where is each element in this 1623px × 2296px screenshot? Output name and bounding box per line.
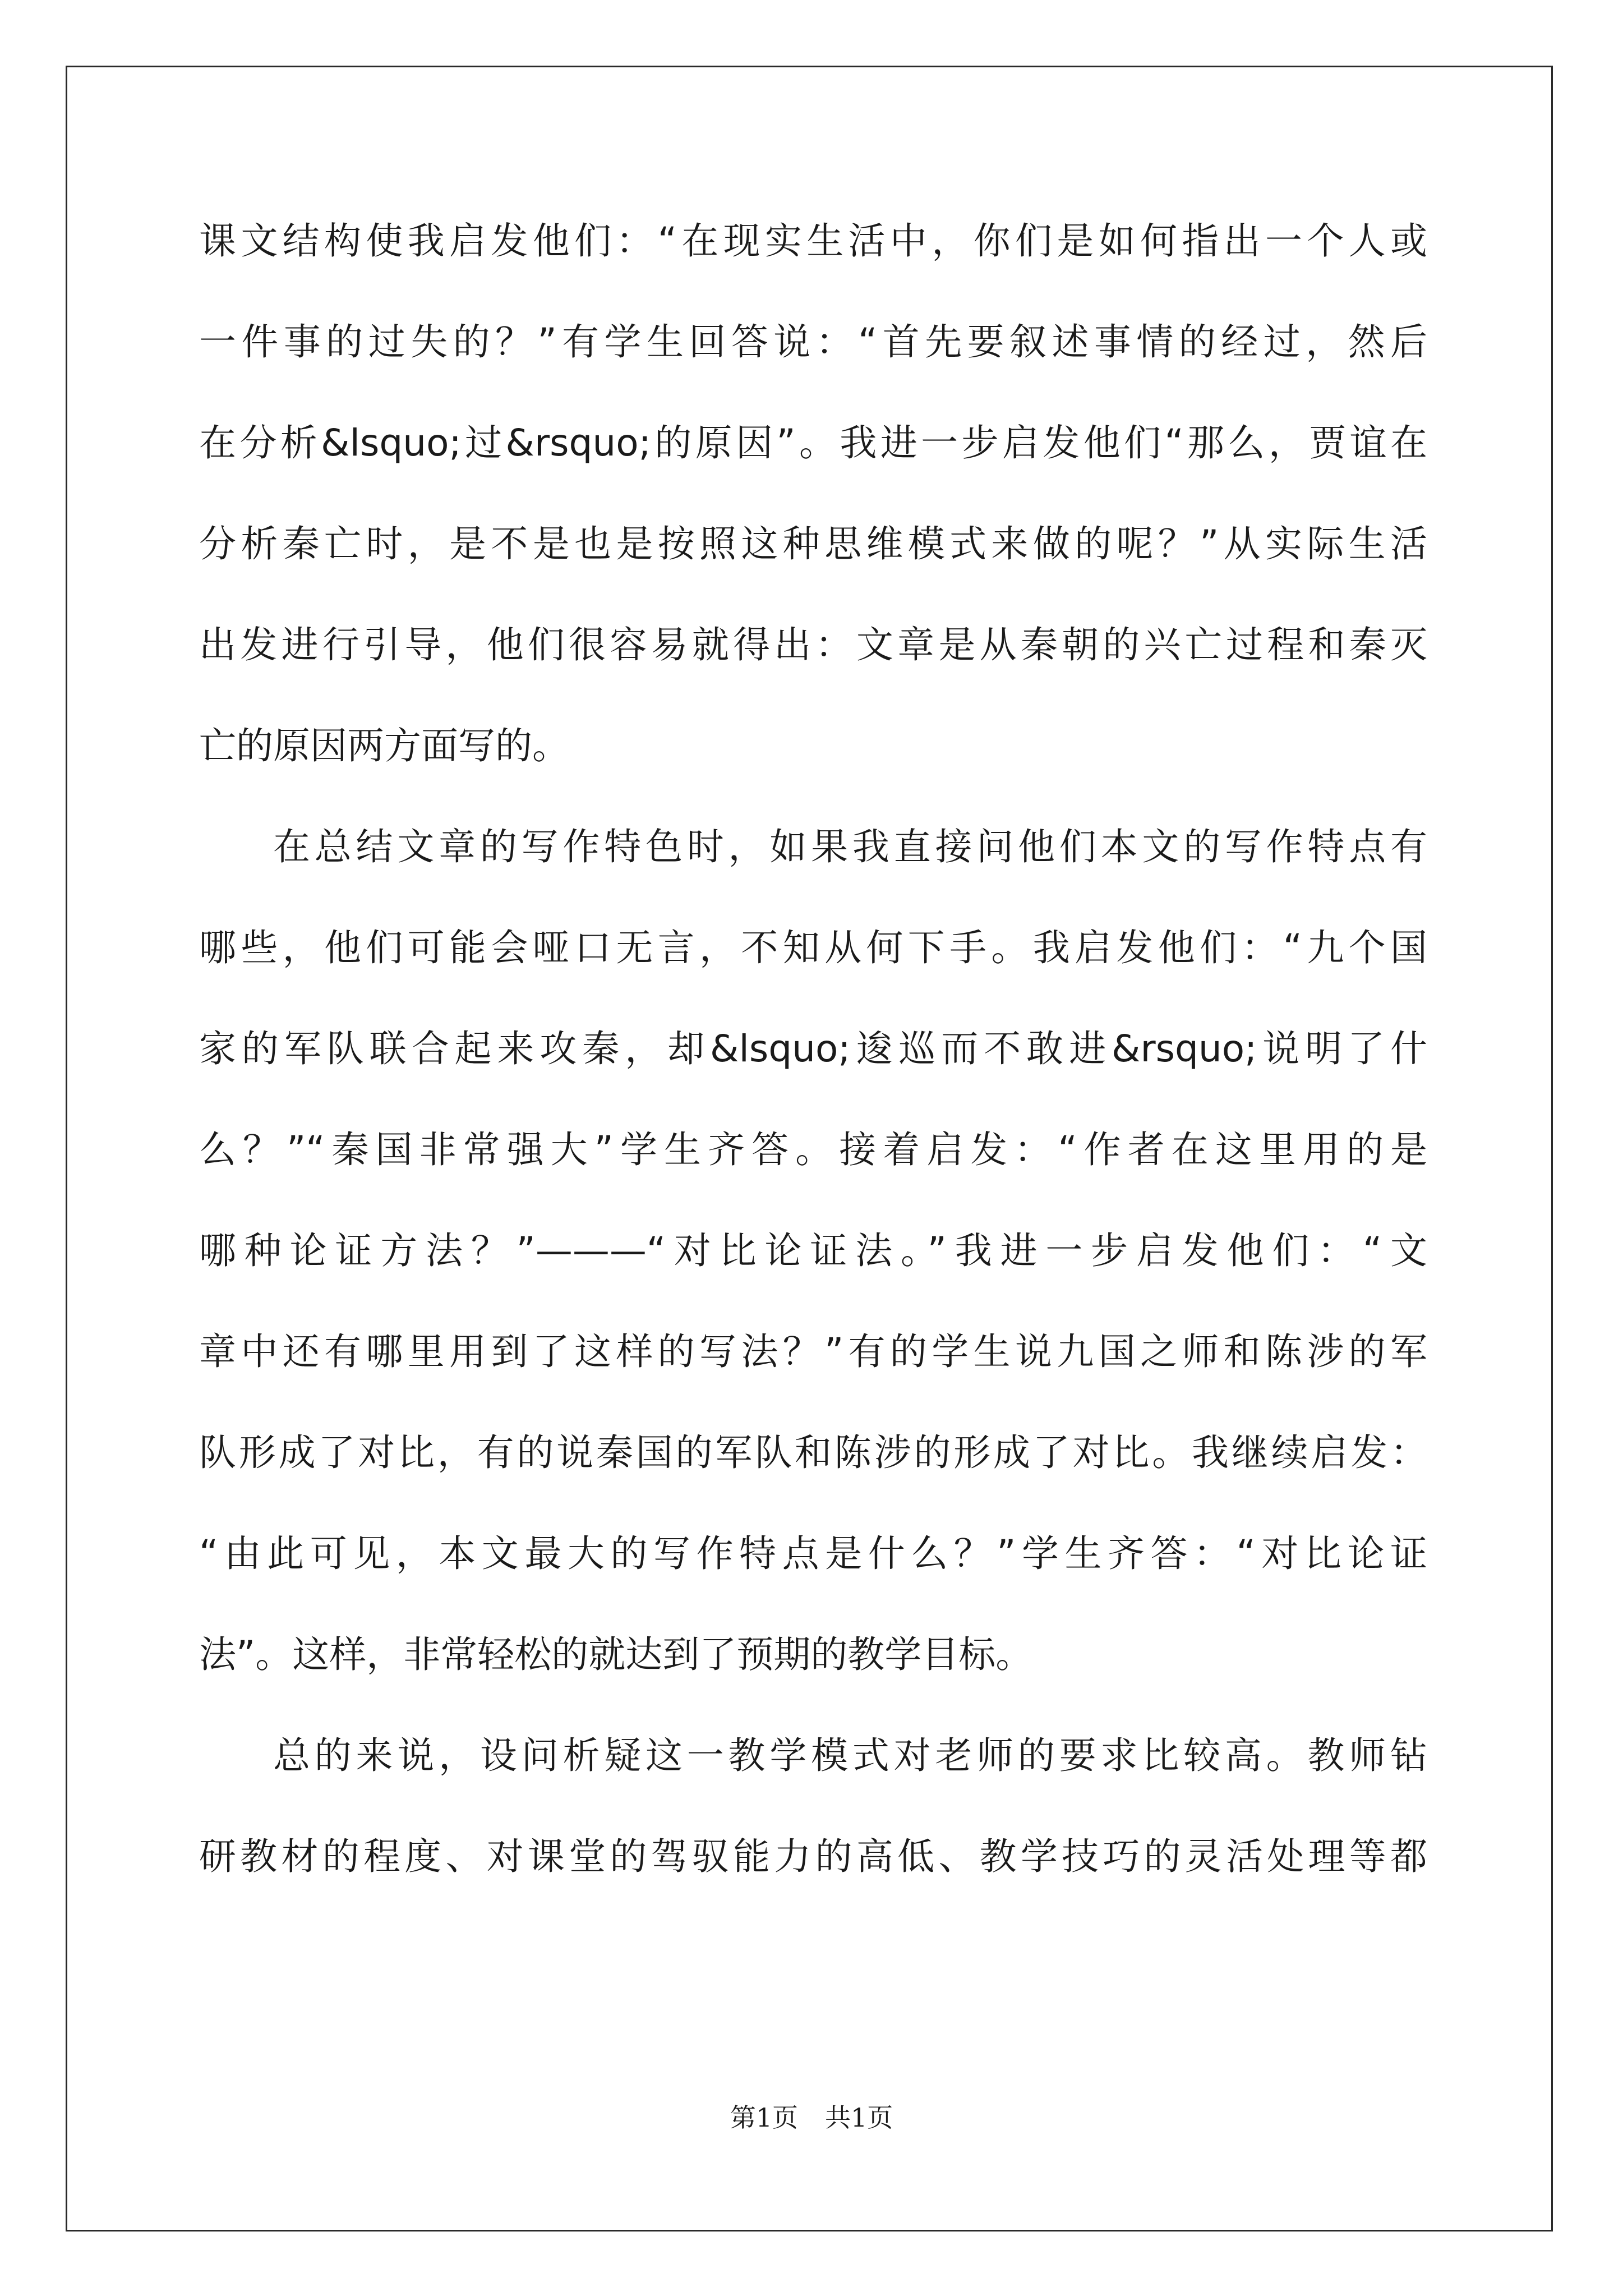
text-line: 出发进行引导，他们很容易就得出：文章是从秦朝的兴亡过程和秦灭 xyxy=(199,623,1427,666)
text-line: 哪些，他们可能会哑口无言，不知从何下手。我启发他们：“九个国 xyxy=(199,926,1427,969)
text-line: 一件事的过失的？”有学生回答说：“首先要叙述事情的经过，然后 xyxy=(199,320,1427,364)
text-line: 章中还有哪里用到了这样的写法？”有的学生说九国之师和陈涉的军 xyxy=(199,1330,1427,1373)
text-line: 家的军队联合起来攻秦，却&lsquo;逡巡而不敢进&rsquo;说明了什 xyxy=(199,1027,1427,1070)
text-line: 法”。这样，非常轻松的就达到了预期的教学目标。 xyxy=(199,1633,1033,1676)
text-line: 么？”“秦国非常强大”学生齐答。接着启发：“作者在这里用的是 xyxy=(199,1128,1427,1171)
page-number-current: 第1页 xyxy=(730,2102,798,2133)
text-line: 在分析&lsquo;过&rsquo;的原因”。我进一步启发他们“那么，贾谊在 xyxy=(199,421,1427,464)
text-line: 课文结构使我启发他们：“在现实生活中，你们是如何指出一个人或 xyxy=(199,219,1427,263)
text-line: 亡的原因两方面写的。 xyxy=(199,724,569,767)
text-line: 队形成了对比，有的说秦国的军队和陈涉的形成了对比。我继续启发： xyxy=(199,1431,1427,1474)
page-number-total: 共1页 xyxy=(825,2102,893,2133)
paragraph-first-line: 总的来说，设问析疑这一教学模式对老师的要求比较高。教师钻 xyxy=(273,1734,1427,1777)
text-line: 分析秦亡时，是不是也是按照这种思维模式来做的呢？”从实际生活 xyxy=(199,522,1427,565)
text-line: 研教材的程度、对课堂的驾驭能力的高低、教学技巧的灵活处理等都 xyxy=(199,1835,1427,1878)
paragraph-first-line: 在总结文章的写作特色时，如果我直接问他们本文的写作特点有 xyxy=(273,825,1427,868)
text-line: “由此可见，本文最大的写作特点是什么？”学生齐答：“对比论证 xyxy=(199,1532,1427,1575)
page-footer xyxy=(0,2101,1623,2134)
text-line: 哪种论证方法？”———“对比论证法。”我进一步启发他们：“文 xyxy=(199,1229,1427,1272)
